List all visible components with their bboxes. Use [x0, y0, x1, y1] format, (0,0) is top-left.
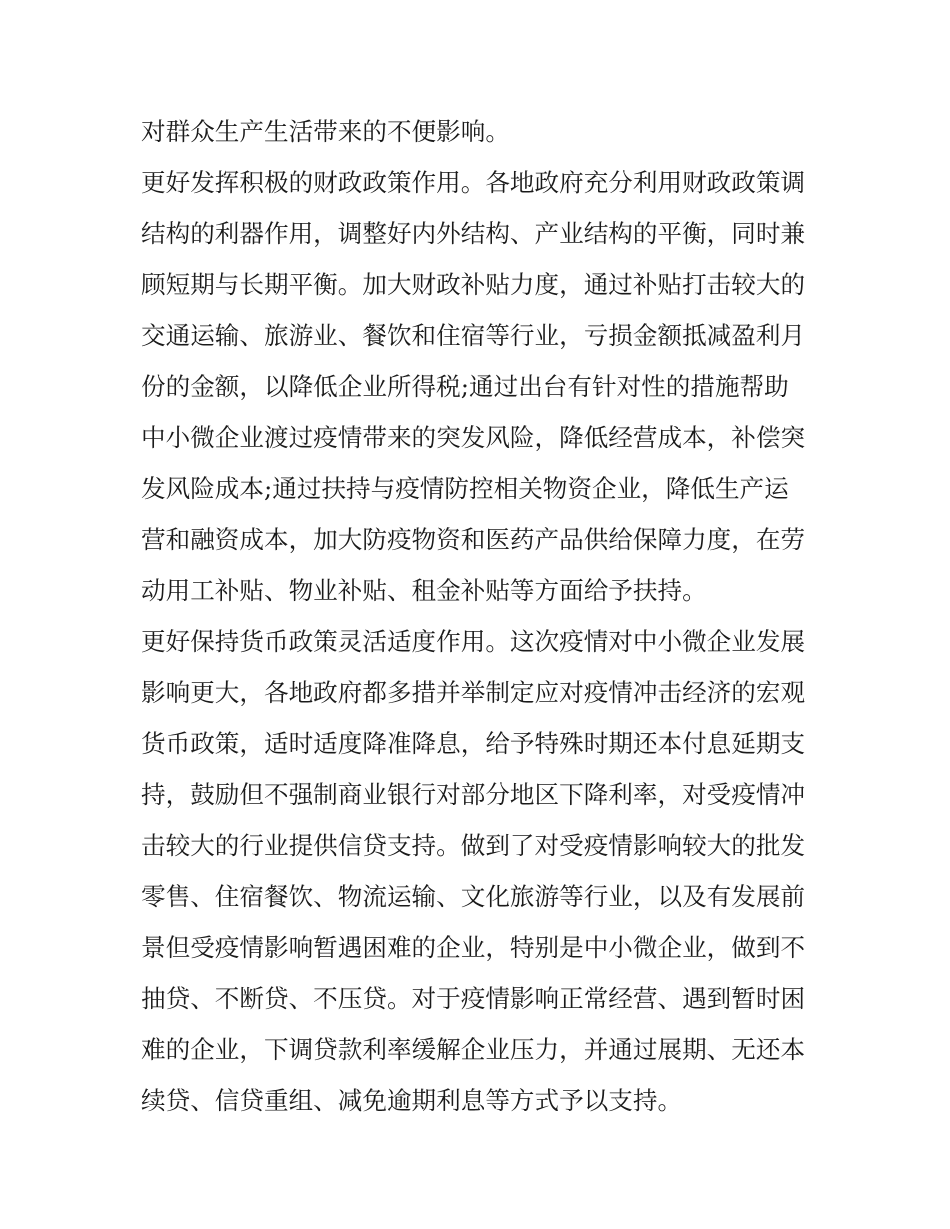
text-line: 续贷、信贷重组、减免逾期利息等方式予以支持。: [141, 1086, 683, 1115]
text-line: 击较大的行业提供信贷支持。做到了对受疫情影响较大的批发: [141, 831, 806, 860]
text-line: 营和融资成本，加大防疫物资和医药产品供给保障力度，在劳: [141, 525, 806, 554]
text-line: 顾短期与长期平衡。加大财政补贴力度，通过补贴打击较大的: [141, 270, 806, 299]
text-line: 发风险成本;通过扶持与疫情防控相关物资企业，降低生产运: [141, 474, 789, 503]
body-text: [141, 106, 821, 1126]
text-line: 对群众生产生活带来的不便影响。: [141, 117, 510, 146]
text-line: 中小微企业渡过疫情带来的突发风险，降低经营成本，补偿突: [141, 423, 806, 452]
text-line: 影响更大，各地政府都多措并举制定应对疫情冲击经济的宏观: [141, 678, 806, 707]
text-line: 结构的利器作用，调整好内外结构、产业结构的平衡，同时兼: [141, 219, 806, 248]
text-line: 动用工补贴、物业补贴、租金补贴等方面给予扶持。: [141, 576, 707, 605]
text-line: 持，鼓励但不强制商业银行对部分地区下降利率，对受疫情冲: [141, 780, 806, 809]
text-line: 交通运输、旅游业、餐饮和住宿等行业，亏损金额抵减盈利月: [141, 321, 806, 350]
text-line: 景但受疫情影响暂遇困难的企业，特别是中小微企业，做到不: [141, 933, 806, 962]
text-line: 货币政策，适时适度降准降息，给予特殊时期还本付息延期支: [141, 729, 806, 758]
text-line: 更好发挥积极的财政政策作用。各地政府充分利用财政政策调: [141, 168, 806, 197]
text-line: 份的金额，以降低企业所得税;通过出台有针对性的措施帮助: [141, 372, 789, 401]
text-line: 抽贷、不断贷、不压贷。对于疫情影响正常经营、遇到暂时困: [141, 984, 806, 1013]
text-line: 更好保持货币政策灵活适度作用。这次疫情对中小微企业发展: [141, 627, 806, 656]
text-line: 难的企业，下调贷款利率缓解企业压力，并通过展期、无还本: [141, 1035, 806, 1064]
text-line: 零售、住宿餐饮、物流运输、文化旅游等行业，以及有发展前: [141, 882, 806, 911]
